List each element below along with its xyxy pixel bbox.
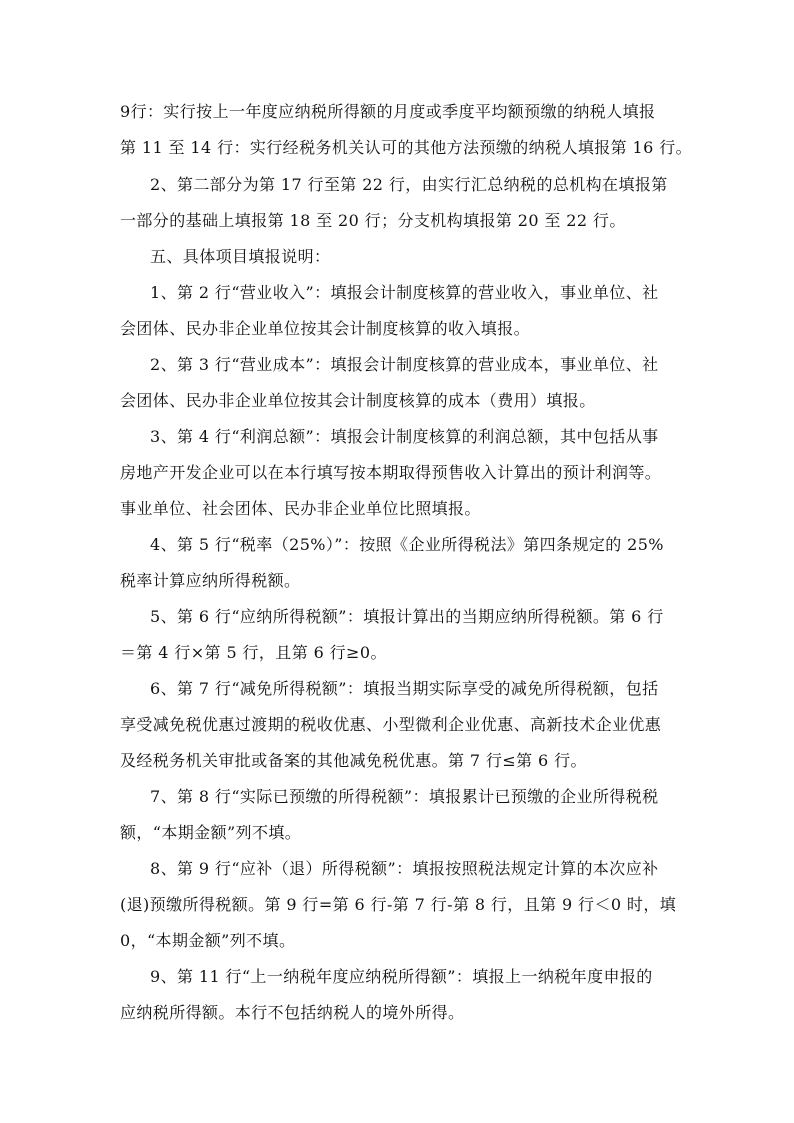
text-line: 房地产开发企业可以在本行填写按本期取得预售收入计算出的预计利润等。 [120,463,662,482]
text-line: 2、第 3 行“营业成本”：填报会计制度核算的营业成本，事业单位、社 [150,355,659,374]
text-line: 享受减免税优惠过渡期的税收优惠、小型微利企业优惠、高新技术企业优惠 [120,715,662,734]
text-line: ＝第 4 行×第 5 行，且第 6 行≥0。 [120,643,387,662]
text-line: 5、第 6 行“应纳所得税额”：填报计算出的当期应纳所得税额。第 6 行 [150,607,664,626]
text-line: 3、第 4 行“利润总额”：填报会计制度核算的利润总额，其中包括从事 [150,427,659,446]
text-line: 8、第 9 行“应补（退）所得税额”：填报按照税法规定计算的本次应补 [150,859,659,878]
text-line: 应纳税所得额。本行不包括纳税人的境外所得。 [120,1003,465,1022]
text-line: 0，“本期金额”列不填。 [120,931,296,950]
text-line: 6、第 7 行“减免所得税额”：填报当期实际享受的减免所得税额，包括 [150,679,659,698]
text-line: 9、第 11 行“上一纳税年度应纳税所得额”：填报上一纳税年度申报的 [150,967,653,986]
text-line: 4、第 5 行“税率（25%）”：按照《企业所得税法》第四条规定的 25% [150,535,664,554]
section-heading: 五、具体项目填报说明： [150,247,331,266]
text-line: 事业单位、社会团体、民办非企业单位比照填报。 [120,499,481,518]
text-line: 及经税务机关审批或备案的其他减免税优惠。第 7 行≤第 6 行。 [120,751,587,770]
text-line: 额，“本期金额”列不填。 [120,823,302,842]
text-line: 一部分的基础上填报第 18 至 20 行；分支机构填报第 20 至 22 行。 [120,211,626,230]
text-line: (退)预缴所得税额。第 9 行=第 6 行-第 7 行-第 8 行，且第 9 行＜0 时，填 [120,895,677,914]
text-line: 2、第二部分为第 17 行至第 22 行，由实行汇总纳税的总机构在填报第 [150,175,668,194]
text-line: 会团体、民办非企业单位按其会计制度核算的成本（费用）填报。 [120,391,596,410]
text-line: 会团体、民办非企业单位按其会计制度核算的收入填报。 [120,319,531,338]
text-line: 税率计算应纳所得税额。 [120,571,301,590]
text-line: 第 11 至 14 行：实行经税务机关认可的其他方法预缴的纳税人填报第 16 行。 [120,138,692,157]
text-line: 7、第 8 行“实际已预缴的所得税额”：填报累计已预缴的企业所得税税 [150,787,659,806]
text-line: 1、第 2 行“营业收入”：填报会计制度核算的营业收入，事业单位、社 [150,283,659,302]
text-line: 9行：实行按上一年度应纳税所得额的月度或季度平均额预缴的纳税人填报 [120,102,656,121]
